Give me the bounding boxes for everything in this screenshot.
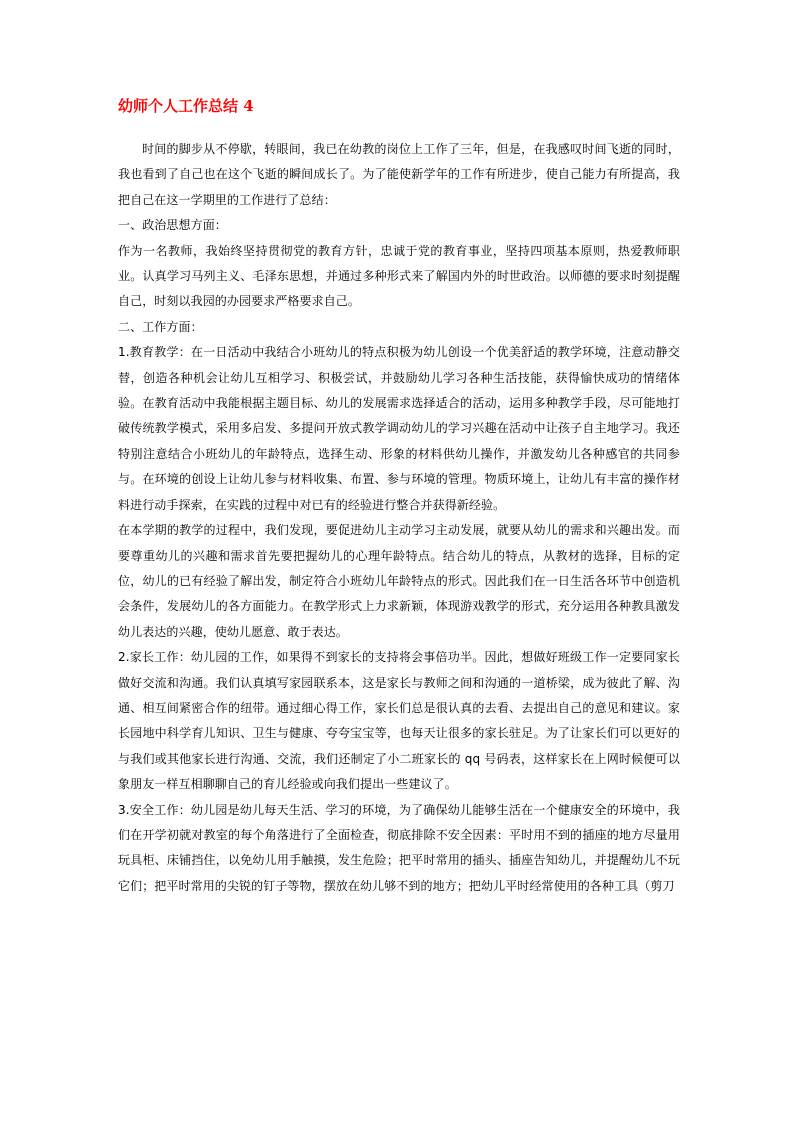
paragraph-politics: 作为一名教师，我始终坚持贯彻党的教育方针，忠诚于党的教育事业，坚持四项基本原则，热爱教师职业。认真学习马列主义、毛泽东思想，并通过多种形式来了解国内外的时世政治。以师德的要求时刻提醒自己，时刻以我园的办园要求严格要求自己。 <box>118 243 680 309</box>
section-heading-work: 二、工作方面： <box>118 319 203 334</box>
paragraph-teaching: 1.教育教学：在一日活动中我结合小班幼儿的特点积极为幼儿创设一个优美舒适的教学环境，注意动静交替，创造各种机会让幼儿互相学习、积极尝试，并鼓励幼儿学习各种生活技能，获得愉快成功的情绪体验。在教育活动中我能根据主题目标、幼儿的发展需求选择适合的活动，运用多种教学手段，尽可能地打破传统教学模式，采用多启发、多提问开放式教学调动幼儿的学习兴趣在活动中让孩子自主地学习。我还特别注意结合小班幼儿的年龄特点，选择生动、形象的材料供幼儿操作，并激发幼儿各种感官的共同参与。在环境的创设上让幼儿参与材料收集、布置、参与环境的管理。物质环境上，让幼儿有丰富的操作材料进行动手探索，在实践的过程中对已有的经验进行整合并获得新经验。 <box>118 345 680 512</box>
paragraph-parents: 2.家长工作：幼儿园的工作，如果得不到家长的支持将会事倍功半。因此，想做好班级工作一定要同家长做好交流和沟通。我们认真填写家园联系本，这是家长与教师之间和沟通的一道桥梁，成为彼此了解、沟通、相互间紧密合作的纽带。通过细心得工作，家长们总是很认真的去看、去提出自己的意见和建议。家长园地中科学育儿知识、卫生与健康、夸夸宝宝等，也每天让很多的家长驻足。为了让家长们可以更好的与我们或其他家长进行沟通、交流，我们还制定了小二班家长的 qq 号码表，这样家长在上网时候便可以象朋友一样互相聊聊自己的育儿经验或向我们提出一些建议了。 <box>118 650 680 792</box>
paragraph-intro: 时间的脚步从不停歇，转眼间，我已在幼教的岗位上工作了三年，但是，在我感叹时间飞逝的同时，我也看到了自己也在这个飞逝的瞬间成长了。为了能使新学年的工作有所进步，使自己能力有所提高，我把自己在这一学期里的工作进行了总结： <box>118 142 680 207</box>
document-title: 幼师个人工作总结 4 <box>118 97 254 115</box>
paragraph-safety: 3.安全工作：幼儿园是幼儿每天生活、学习的环境，为了确保幼儿能够生活在一个健康安全的环境中，我们在开学初就对教室的每个角落进行了全面检查，彻底排除不安全因素：平时用不到的插座的地方尽量用玩具柜、床铺挡住，以免幼儿用手触摸，发生危险；把平时常用的插头、插座告知幼儿，并提醒幼儿不玩它们；把平时常用的尖锐的钉子等物，摆放在幼儿够不到的地方；把幼儿平时经常使用的各种工具（剪刀 <box>118 802 680 893</box>
document-body <box>118 137 680 899</box>
paragraph-teaching-2: 在本学期的教学的过程中，我们发现，要促进幼儿主动学习主动发展，就要从幼儿的需求和兴趣出发。而要尊重幼儿的兴趣和需求首先要把握幼儿的心理年龄特点。结合幼儿的特点，从教材的选择，目标的定位，幼儿的已有经验了解出发，制定符合小班幼儿年龄特点的形式。因此我们在一日生活各环节中创造机会条件，发展幼儿的各方面能力。在教学形式上力求新颖，体现游戏教学的形式，充分运用各种教具激发幼儿表达的兴趣，使幼儿愿意、敢于表达。 <box>118 523 680 639</box>
document-page <box>118 96 680 899</box>
section-heading-politics: 一、政治思想方面： <box>118 218 227 233</box>
